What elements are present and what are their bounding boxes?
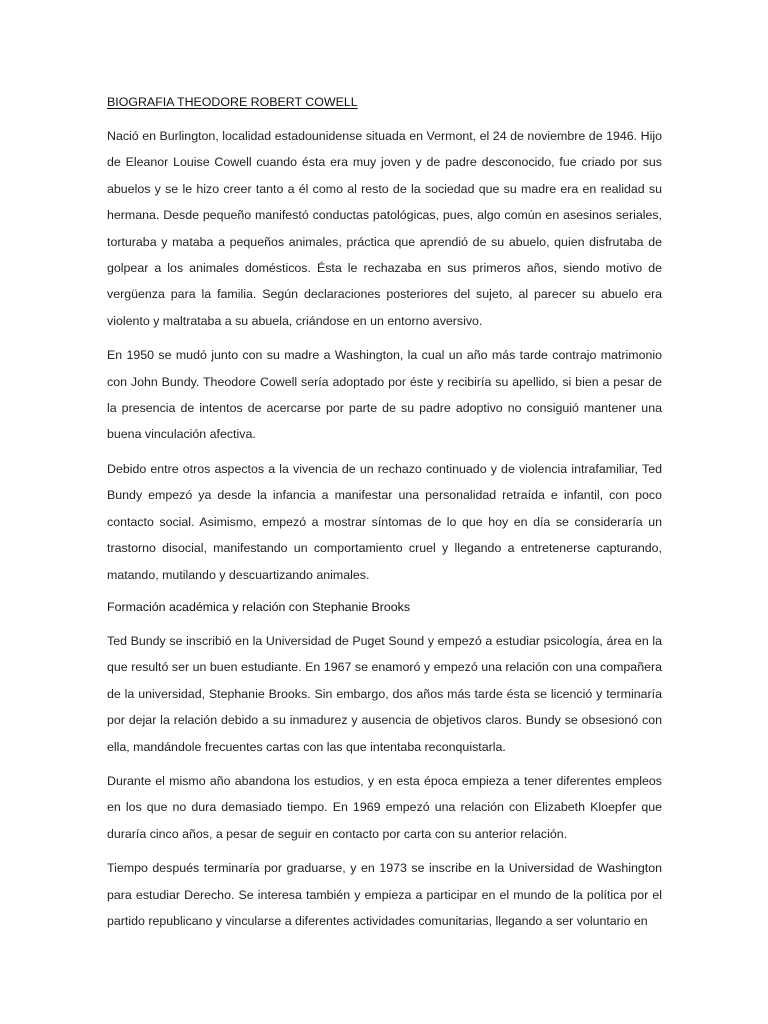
document-body [107, 93, 662, 942]
paragraph-law-school: Tiempo después terminaría por graduarse, y en 1973 se inscribe en la Universidad de Washington para estudiar Derecho. Se interesa también y empieza a participar en el mundo de la política por el partido republicano y vincularse a diferentes actividades comunitarias, llegando a ser voluntario en [107, 861, 662, 928]
paragraph-childhood: Debido entre otros aspectos a la vivencia de un rechazo continuado y de violencia intrafamiliar, Ted Bundy empezó ya desde la infancia a manifestar una personalidad retraída e infantil, con poco contacto social. Asimismo, empezó a mostrar síntomas de lo que hoy en día se consideraría un trastorno disocial, manifestando un comportamiento cruel y llegando a entretenerse capturando, matando, mutilando y descuartizando animales. [107, 461, 662, 582]
paragraph-birth: Nació en Burlington, localidad estadounidense situada en Vermont, el 24 de noviembre de 1946. Hijo de Eleanor Louise Cowell cuando ésta era muy joven y de padre desconocido, fue criado por sus abuelos y se le hizo creer tanto a él como al resto de la sociedad que su madre era en realidad su hermana. Desde pequeño manifestó conductas patológicas, pues, algo común en asesinos seriales, torturaba y mataba a pequeños animales, práctica que aprendió de su abuelo, quien disfrutaba de golpear a los animales domésticos. Ésta le rechazaba en sus primeros años, siendo motivo de vergüenza para la familia. Según declaraciones posteriores del sujeto, al parecer su abuelo era violento y maltrataba a su abuela, criándose en un entorno aversivo. [107, 129, 662, 328]
paragraph-university: Ted Bundy se inscribió en la Universidad de Puget Sound y empezó a estudiar psicología, área en la que resultó ser un buen estudiante. En 1967 se enamoró y empezó una relación con una compañera de la universidad, Stephanie Brooks. Sin embargo, dos años más tarde ésta se licenció y terminaría por dejar la relación debido a su inmadurez y ausencia de objetivos claros. Bundy se obsesionó con ella, mandándole frecuentes cartas con las que intentaba reconquistarla. [107, 633, 662, 754]
paragraph-washington: En 1950 se mudó junto con su madre a Washington, la cual un año más tarde contrajo matrimonio con John Bundy. Theodore Cowell sería adoptado por éste y recibiría su apellido, si bien a pesar de la presencia de intentos de acercarse por parte de su padre adoptivo no consiguió mantener una buena vinculación afectiva. [107, 348, 662, 442]
paragraph-employment: Durante el mismo año abandona los estudios, y en esta época empieza a tener diferentes empleos en los que no dura demasiado tiempo. En 1969 empezó una relación con Elizabeth Kloepfer que duraría cinco años, a pesar de seguir en contacto por carta con su anterior relación. [107, 773, 662, 841]
section-heading: Formación académica y relación con Stephanie Brooks [107, 599, 411, 614]
document-title: BIOGRAFIA THEODORE ROBERT COWELL [107, 95, 358, 109]
